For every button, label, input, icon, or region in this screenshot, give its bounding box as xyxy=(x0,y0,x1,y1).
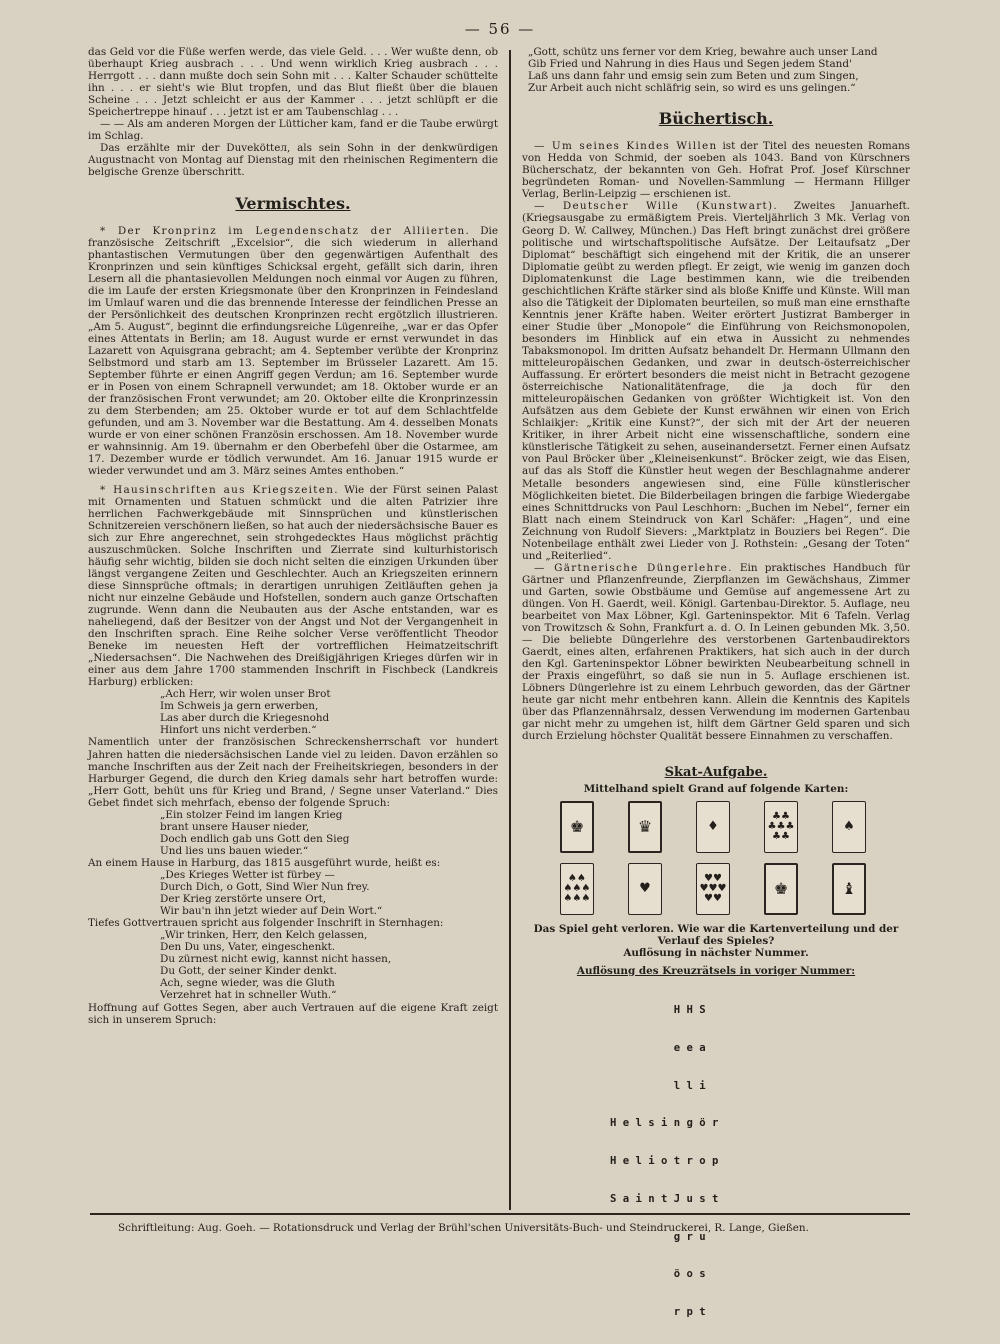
playing-cards xyxy=(522,801,910,915)
verse-line: brant unsere Hauser nieder, xyxy=(160,820,310,833)
verse-line: Du zürnest nicht ewig, kannst nicht hassen, xyxy=(160,953,392,966)
verse-line: Der Krieg zerstörte unsere Ort, xyxy=(160,893,327,906)
playing-card-icon: ♠♠ ♠♠♠ ♠♠♠ xyxy=(560,863,594,915)
verse-line: „Ein stolzer Feind im langen Krieg xyxy=(160,808,343,821)
crossword-row: ö o s xyxy=(610,1268,706,1281)
crossword-row: H e l s i n g ö r xyxy=(610,1117,719,1130)
column-divider xyxy=(509,50,511,1210)
crossword-solution-grid xyxy=(610,979,910,1344)
crossword-solution-title: Auflösung des Kreuzrätsels in voriger Nummer: xyxy=(576,964,856,977)
verse-line: Gib Fried und Nahrung in dies Haus und Segen jedem Stand' xyxy=(528,58,852,71)
paragraph: Hoffnung auf Gottes Segen, aber auch Vertrauen auf die eigene Kraft zeigt sich in unserem Spruch: xyxy=(88,1001,498,1026)
verse-line: Laß uns dann fahr und emsig sein zum Beten und zum Singen, xyxy=(528,70,859,83)
book-review xyxy=(522,140,910,200)
review-body: ist der Titel des neuesten Romans von Hedda von Schmid, der soeben als 1043. Band von Kürschners Bücherschatz, der bekannten von Geh. Hofrat Prof. Josef Kürschner begründeten Roman- und Novellen-Sammlung — Hermann Hillger Verlag, Berlin-Leipzig — erschienen ist. xyxy=(522,140,910,201)
verse-line: Und lies uns bauen wieder.“ xyxy=(160,844,309,857)
playing-card-icon: ♚ xyxy=(764,863,798,915)
crossword-row: g r u xyxy=(610,1230,706,1243)
playing-card-icon: ♥♥ ♥♥♥ ♥♥ xyxy=(696,863,730,915)
inscription-verse xyxy=(88,688,498,736)
inscription-verse xyxy=(88,929,498,1001)
playing-card-icon: ♚ xyxy=(560,801,594,853)
verse-line: „Ach Herr, wir wolen unser Brot xyxy=(160,688,331,701)
verse-line: Wir bau'n ihn jetzt wieder auf Dein Wort.“ xyxy=(160,905,383,918)
playing-card-icon: ♛ xyxy=(628,801,662,853)
article-body: Die französische Zeitschrift „Excelsior“, die sich wiederum in allerhand phantastischen Vermutungen über den gegenwärtigen Aufenthalt des Kronprinzen und sein künftiges Schicksal ergeht, gefällt sich darin, ihren Lesern all die phantasievollen Meldungen noch einmal vor Augen zu führen, die im Laufe der ersten Kriegsmonate über den Kronprinzen in Feindesland im Umlauf waren und die das brennende Interesse der feindlichen Presse an der Persönlichkeit des deutschen Kronprinzen recht ergötzlich illustrieren. „Am 5. August“, beginnt die erfindungsreiche Lügenreihe, „war er das Opfer eines Attentats in Berlin; am 18. August wurde er ernst verwundet in das Lazarett von Aquisgrana gebracht; am 4. September verübte der Kronprinz Selbstmord und starb am 13. September im Brüsseler Lazarett. Am 15. September führte er einen Angriff gegen Verdun; am 16. September wurde er in Posen von einem Schrapnell verwundet; am 18. Oktober wurde er an der französischen Front verwundet; am 20. Oktober eilte die Kronprinzessin zu dem Sterbenden; am 25. Oktober wurde er tot auf dem Schlachtfelde gefunden, und am 3. November war die Bestattung. Am 4. desselben Monats wurde er von einer schönen Französin erschossen. Am 18. November wurde er wahnsinnig. Am 19. übernahm er den Oberbefehl über die Ostarmee, am 17. Dezember wurde er tödlich verwundet. Am 16. Januar 1915 wurde er wieder verwundet und am 3. März seines Amtes enthoben.“ xyxy=(88,224,498,478)
article-lead: * Der Kronprinz im Legendenschatz der Alliierten. xyxy=(100,224,471,237)
skat-puzzle-intro: Mittelhand spielt Grand auf folgende Karten: xyxy=(583,782,849,795)
playing-card-icon: ♦ xyxy=(696,801,730,853)
crossword-row: l l i xyxy=(610,1079,706,1092)
verse-line: Im Schweis ja gern erwerben, xyxy=(160,700,319,713)
verse-line: „Des Krieges Wetter ist fürbey — xyxy=(160,869,335,881)
footer-rule xyxy=(90,1213,910,1215)
book-review xyxy=(522,200,910,561)
article-hausinschriften xyxy=(88,484,498,689)
verse-line: Hinfort uns nicht verderben.“ xyxy=(160,724,317,737)
skat-question: Das Spiel geht verloren. Wie war die Kartenverteilung und der Verlauf des Spieles? xyxy=(533,922,899,947)
inscription-verse xyxy=(88,809,498,857)
crossword-row: S a i n t J u s t xyxy=(610,1192,719,1205)
imprint-footer: Schriftleitung: Aug. Goeh. — Rotationsdruck und Verlag der Brühl'schen Universitäts-Buch- und Steindruckerei, R. Lange, Gießen. xyxy=(118,1222,809,1234)
review-lead: — Um seines Kindes Willen xyxy=(534,140,718,153)
review-body: Ein praktisches Handbuch für Gärtner und Pflanzenfreunde, Zierpflanzen im Gewächshaus, Zimmer und Garten, sowie Obstbäume und Gemüse auf angemessene Art zu düngen. Von H. Gaerdt, weil. Königl. Gartenbau-Direktor. 5. Auflage, neu bearbeitet von Max Löbner, Kgl. Garteninspektor. Mit 6 Tafeln. Verlag von Trowitzsch & Sohn, Frankfurt a. d. O. In Leinen gebunden Mk. 3,50. — Die beliebte Düngerlehre des verstorbenen Gartenbaudirektors Gaerdt, eines alten, erfahrenen Praktikers, hat sich auch in der durch den Kgl. Garteninspektor Löbner bewirkten Neubearbeitung schnell in der Praxis eingeführt, so daß sie nun in 5. Auflage erschienen ist. Löbners Düngerlehre ist zu einem Lehrbuch geworden, das der Gärtner heute gar nicht mehr entbehren kann. Allein die Kenntnis des Kapitels über das Pflanzennährsalz, dessen Verwendung im modernen Gartenbau gar nicht mehr zu umgehen ist, hilft dem Gärtner Geld sparen und sich durch Erzielung höchster Qualität bessere Einnahmen zu verschaffen. xyxy=(522,561,910,743)
playing-card-icon: ♣♣ ♣♣♣ ♣♣ xyxy=(764,801,798,853)
verse-line: „Gott, schütz uns ferner vor dem Krieg, bewahre auch unser Land xyxy=(528,46,878,58)
story-ending-paragraph: — — Als am anderen Morgen der Lütticher kam, fand er die Taube erwürgt im Schlag. xyxy=(88,118,499,143)
section-heading-vermischtes: Vermischtes. xyxy=(235,193,351,213)
verse-line: Doch endlich gab uns Gott den Sieg xyxy=(160,832,350,845)
verse-line: „Wir trinken, Herr, den Kelch gelassen, xyxy=(160,929,368,942)
review-body: Zweites Januarheft. (Kriegsausgabe zu ermäßigtem Preis. Vierteljährlich 3 Mk. Verlag von Georg D. W. Callwey, München.) Das Heft bringt zunächst drei größere politische und wirtschaftspolitische Aufsätze. Der Leitaufsatz „Der Diplomat“ beschäftigt sich eingehend mit der Kritik, die an unserer Diplomatie geübt zu werden pflegt. Er zeigt, wie wenig im ganzen doch Diplomatenkunst die Lage bestimmen kann, wie die treibenden geschichtlichen Kräfte stärker sind als bloße Kniffe und Künste. Will man also die Tätigkeit der Diplomaten beurteilen, so muß man eine ernsthafte Kenntnis jener Kräfte haben. Weiter erörtert Justizrat Bamberger in einer Studie über „Monopole“ die Einführung von Reichsmonopolen, besonders im Hinblick auf ein etwa in Aussicht zu nehmendes Tabaksmonopol. Im dritten Aufsatz behandelt Dr. Hermann Ullmann den mitteleuropäischen Gedanken, und zwar in deutsch-österreichischer Auffassung. Er erörtert besonders die meist nicht in Betracht gezogene österreichische Nationalitätenfrage, die ja doch für den mitteleuropäischen Gedanken von größter Wichtigkeit ist. Von den Aufsätzen aus dem Gebiete der Kunst erwähnen wir einen von Erich Schlaikjer: „Kritik eine Kunst?“, der sich mit der Art der neueren Kritiker, in ihrer Arbeit nicht eine wissenschaftliche, sondern eine künstlerische Tätigkeit zu sehen, auseinandersetzt. Ferner einen Aufsatz von Paul Bröcker über „Kleineisenkunst“. Bröcker zeigt, wie das Eisen, auf das als Stoff die Künstler heut wegen der Beschlagnahme anderer Metalle besonders angewiesen sind, eine Fülle künstlerischer Möglichkeiten bietet. Die Bilderbeilagen bringen die farbige Wiedergabe eines Schnittdrucks von Paul Leschhorn: „Buchen im Nebel“, ferner ein Blatt nach einem Steindruck von Karl Schäfer: „Hagen“, und eine Zeichnung von Rudolf Sievers: „Marktplatz in Bouziers bei Regen“. Die Notenbeilage enthält zwei Lieder von J. Rothstein: „Gesang der Toten“ und „Reiterlied“. xyxy=(522,200,910,562)
paragraph: Tiefes Gottvertrauen spricht aus folgender Inschrift in Sternhagen: xyxy=(88,917,444,930)
verse-line: Ach, segne wieder, was die Gluth xyxy=(160,977,335,990)
verse-line: Du Gott, der seiner Kinder denkt. xyxy=(160,965,337,978)
section-heading-buechertisch: Büchertisch. xyxy=(658,109,774,129)
verse-line: Zur Arbeit auch nicht schläfrig sein, so wird es uns gelingen.“ xyxy=(528,82,856,95)
verse-line: Las aber durch die Kriegesnohd xyxy=(160,712,330,725)
book-review xyxy=(522,562,910,743)
paragraph: Namentlich unter der französischen Schreckensherrschaft vor hundert Jahren hatten die niedersächsischen Lande viel zu leiden. Davon erzählen so manche Inschriften aus der Zeit nach der Freiheitskriegen, besonders in der Harburger Gegend, die durch den Krieg damals sehr hart betroffen wurde: „Herr Gott, behüt uns für Krieg und Brand, / Segne unser Vaterland.“ Dies Gebet findet sich mehrfach, ebenso der folgende Spruch: xyxy=(88,736,498,809)
playing-card-icon: ♝ xyxy=(832,863,866,915)
story-ending-paragraph: Das erzählte mir der Duvekötteл, als sein Sohn in der denkwürdigen Augustnacht von Montag auf Dienstag mit den rheinischen Regimentern die belgische Grenze überschritt. xyxy=(88,142,498,179)
right-column xyxy=(522,46,910,1344)
inscription-verse xyxy=(522,46,910,94)
inscription-verse xyxy=(88,869,498,917)
verse-line: Verzehret hat in schneller Wuth.“ xyxy=(160,989,337,1002)
playing-card-icon: ♥ xyxy=(628,863,662,915)
skat-puzzle-title: Skat-Aufgabe. xyxy=(664,764,768,780)
review-lead: — Deutscher Wille (Kunstwart). xyxy=(534,200,778,213)
crossword-row: H e l i o t r o p xyxy=(610,1155,719,1168)
left-column xyxy=(88,46,498,1026)
review-lead: — Gärtnerische Düngerlehre. xyxy=(534,561,733,574)
story-ending-paragraph: das Geld vor die Füße werfen werde, das viele Geld. . . . Wer wußte denn, ob überhaupt Krieg ausbrach . . . Und wenn wirklich Krieg ausbrach . . . Herrgott . . . dann mußte doch sein Sohn mit . . . Kalter Schauder schüttelte ihn . . . er sieht's wie Blut tropfen, und das Blut fließt über die blauen Scheine . . . Jetzt schleicht er aus der Kammer . . . jetzt schlüpft er die Speichertreppe hinauf . . . jetzt ist er am Taubenschlag . . . xyxy=(88,46,498,119)
playing-card-icon: ♠ xyxy=(832,801,866,853)
verse-line: Den Du uns, Vater, eingeschenkt. xyxy=(160,941,336,954)
crossword-row: e e a xyxy=(610,1041,706,1054)
paragraph: An einem Hause in Harburg, das 1815 ausgeführt wurde, heißt es: xyxy=(88,856,441,869)
crossword-row: r p t xyxy=(610,1306,706,1319)
article-lead: * Hausinschriften aus Kriegszeiten. xyxy=(100,483,339,496)
skat-note: Auflösung in nächster Nummer. xyxy=(623,946,809,959)
page-number: — 56 — xyxy=(464,20,536,38)
crossword-row: H H S xyxy=(610,1004,706,1016)
verse-line: Durch Dich, o Gott, Sind Wier Nun frey. xyxy=(160,881,370,894)
article-body: Wie der Fürst seinen Palast mit Ornamenten und Statuen schmückt und die alten Patrizier ihre herrlichen Fachwerkgebäude mit Sinnsprüchen und künstlerischen Schnitzereien verschönern ließen, so hat auch der niedersächsische Bauer es sich zur Ehre angerechnet, sein strohgedecktes Haus möglichst prächtig auszuschmücken. Solche Inschriften und Zierrate sind kulturhistorisch häufig sehr wichtig, bilden sie doch nicht selten die einzigen Urkunden über längst vergangene Zeiten und Geschlechter. Auch an Kriegszeiten erinnern diese Sinnsprüche oftmals; in derartigen unruhigen Zeitläuften gehen ja nicht nur einzelne Gebäude und Hofstellen, sondern auch ganze Ortschaften zugrunde. Wenn dann die Neubauten aus der Asche entstanden, war es naheliegend, daß der Besitzer von der Angst und Not der Vergangenheit in den Inschriften sprach. Eine Reihe solcher Verse veröffentlicht Theodor Beneke im neuesten Heft der vortrefflichen Heimatzeitschrift „Niedersachsen“. Die Nachwehen des Dreißigjährigen Krieges dürfen wir in einer aus dem Jahre 1700 stammenden Inschrift in Fischbeck (Landkreis Harburg) erblicken: xyxy=(88,483,498,689)
article-kronprinz xyxy=(88,225,498,478)
